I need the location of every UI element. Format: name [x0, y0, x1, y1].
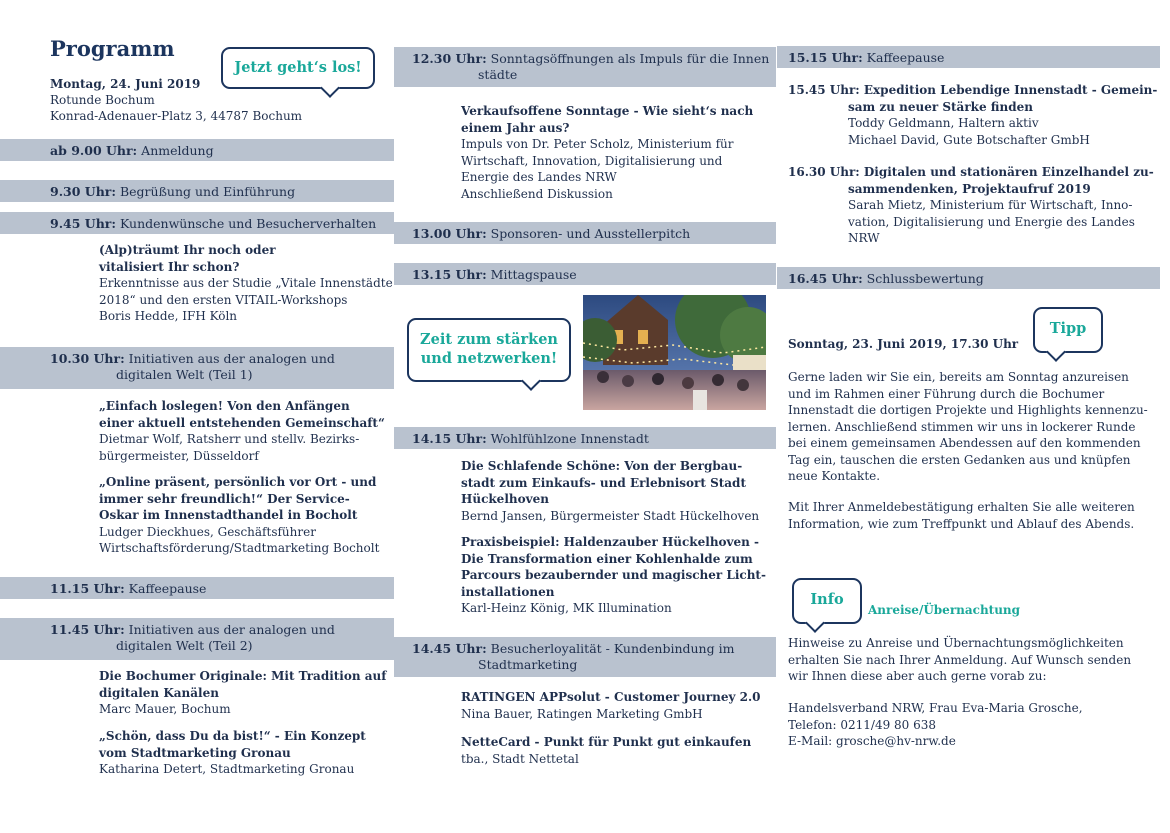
talk-nettecard: NetteCard - Punkt für Punkt gut einkaufen tba., Stadt Nettetal: [461, 735, 752, 766]
photo-street-festival: [583, 295, 766, 410]
event-venue: Rotunde Bochum: [50, 93, 155, 107]
callout-zeit-zum-staerken: Zeit zum stärken und netzwerken!: [407, 318, 571, 382]
page-title: Programm: [50, 36, 175, 61]
callout-text: Jetzt geht‘s los!: [234, 59, 362, 76]
contact-name: Handelsverband NRW, Frau Eva-Maria Grosche,: [788, 701, 1083, 715]
info-heading: Anreise/Übernachtung: [868, 603, 1021, 617]
contact-email[interactable]: E-Mail: grosche@hv-nrw.de: [788, 734, 956, 748]
agenda-bar-kaffeepause-1: 11.15 Uhr: Kaffeepause: [0, 577, 394, 599]
sunday-heading: Sonntag, 23. Juni 2019, 17.30 Uhr: [788, 337, 1019, 351]
talk-einfach-loslegen: „Einfach loslegen! Von den Anfängen einer aktuell entstehenden Gemeinschaft“ Dietmar Wolf, Ratsherr und stellv. Bezirks- bürgermeister, Düsseldorf: [99, 399, 385, 463]
info-text: Hinweise zu Anreise und Übernachtungsmöglichkeiten erhalten Sie nach Ihrer Anmeldung. Auf Wunsch senden wir Ihnen diese aber auch gerne vorab zu:: [788, 636, 1132, 683]
agenda-bar-besucherloyalitaet: 14.45 Uhr: Besucherloyalität - Kundenbindung im Stadtmarketing: [394, 637, 776, 677]
agenda-bar-anmeldung: ab 9.00 Uhr: Anmeldung: [0, 139, 394, 161]
contact-phone: Telefon: 0211/49 80 638: [788, 717, 937, 732]
talk-haldenzauber: Praxisbeispiel: Haldenzauber Hückelhoven - Die Transformation einer Kohlenhalde zum Parcours bezaubernder und magischer Licht- installationen Karl-Heinz König, MK Illumination: [461, 535, 766, 615]
talk-ratingen-appsolut: RATINGEN APPsolut - Customer Journey 2.0 Nina Bauer, Ratingen Marketing GmbH: [461, 690, 761, 721]
agenda-bar-schlussbewertung: 16.45 Uhr: Schlussbewertung: [777, 267, 1160, 289]
talk-verkaufsoffene-sonntage: Verkaufsoffene Sonntage - Wie sieht‘s nach einem Jahr aus? Impuls von Dr. Peter Scholz, Ministerium für Wirtschaft, Innovation, Digitalisierung und Energie des Landes NRW Anschließend Diskussion: [461, 104, 754, 201]
talk-alptraeumt: (Alp)träumt Ihr noch oder vitalisiert Ihr schon? Erkenntnisse aus der Studie „Vitale Innenstädte 2018“ und den ersten VITAIL-Workshops Boris Hedde, IFH Köln: [99, 243, 393, 323]
callout-jetzt-gehts-los: [221, 47, 375, 89]
talk-bochumer-originale: Die Bochumer Originale: Mit Tradition auf digitalen Kanälen Marc Mauer, Bochum: [99, 669, 387, 716]
agenda-bar-kundenwuensche: 9.45 Uhr: Kundenwünsche und Besucherverhalten: [0, 212, 394, 234]
event-date: Montag, 24. Juni 2019: [50, 77, 201, 91]
agenda-bar-begruessung: 9.30 Uhr: Begrüßung und Einführung: [0, 180, 394, 202]
item-digitalen-einzelhandel: 16.30 Uhr: Digitalen und stationären Einzelhandel zu- sammendenken, Projektaufruf 2019 Sarah Mietz, Ministerium für Wirtschaft, Inno- vation, Digitalisierung und Energie des Landes NRW: [788, 165, 1154, 245]
item-expedition-innenstadt: 15.45 Uhr: Expedition Lebendige Innenstadt - Gemein- sam zu neuer Stärke finden Toddy Geldmann, Haltern aktiv Michael David, Gute Botschafter GmbH: [788, 83, 1158, 147]
callout-tipp: Tipp: [1033, 307, 1103, 353]
agenda-bar-sponsoren: 13.00 Uhr: Sponsoren- und Ausstellerpitch: [394, 222, 776, 244]
agenda-bar-initiativen-2: 11.45 Uhr: Initiativen aus der analogen und digitalen Welt (Teil 2): [0, 618, 394, 660]
confirmation-text: Mit Ihrer Anmeldebestätigung erhalten Sie alle weiteren Information, wie zum Treffpunkt und Ablauf des Abends.: [788, 500, 1135, 531]
callout-info: Info: [792, 578, 862, 624]
talk-schoen-dass-du-da-bist: „Schön, dass Du da bist!“ - Ein Konzept vom Stadtmarketing Gronau Katharina Detert, Stadtmarketing Gronau: [99, 729, 366, 776]
agenda-bar-initiativen-1: 10.30 Uhr: Initiativen aus der analogen und digitalen Welt (Teil 1): [0, 347, 394, 389]
talk-online-praesent: „Online präsent, persönlich vor Ort - und immer sehr freundlich!“ Der Service- Oskar im Innenstadthandel in Bocholt Ludger Dieckhues, Geschäftsführer Wirtschaftsförderung/Stadtmarketing Bocholt: [99, 475, 380, 555]
event-address: Konrad-Adenauer-Platz 3, 44787 Bochum: [50, 109, 303, 123]
talk-schlafende-schoene: Die Schlafende Schöne: Von der Bergbau- stadt zum Einkaufs- und Erlebnisort Stadt Hückelhoven Bernd Jansen, Bürgermeister Stadt Hückelhoven: [461, 459, 760, 523]
agenda-bar-sonntagsoeffnungen: 12.30 Uhr: Sonntagsöffnungen als Impuls für die Innen städte: [394, 47, 776, 87]
agenda-bar-mittagspause: 13.15 Uhr: Mittagspause: [394, 263, 776, 285]
sunday-invitation-text: Gerne laden wir Sie ein, bereits am Sonntag anzureisen und im Rahmen einer Führung durch die Bochumer Innenstadt die dortigen Projekte und Highlights kennenzu- lernen. Anschließend stimmen wir uns in lockerer Runde bei einem gemeinsamen Abendessen auf den kommenden Tag ein, tauschen die ersten Gedanken aus und knüpfen neue Kontakte.: [788, 370, 1148, 483]
agenda-bar-wohlfuehlzone: 14.15 Uhr: Wohlfühlzone Innenstadt: [394, 427, 776, 449]
contact-block: [788, 700, 1083, 750]
agenda-bar-kaffeepause-2: 15.15 Uhr: Kaffeepause: [777, 46, 1160, 68]
